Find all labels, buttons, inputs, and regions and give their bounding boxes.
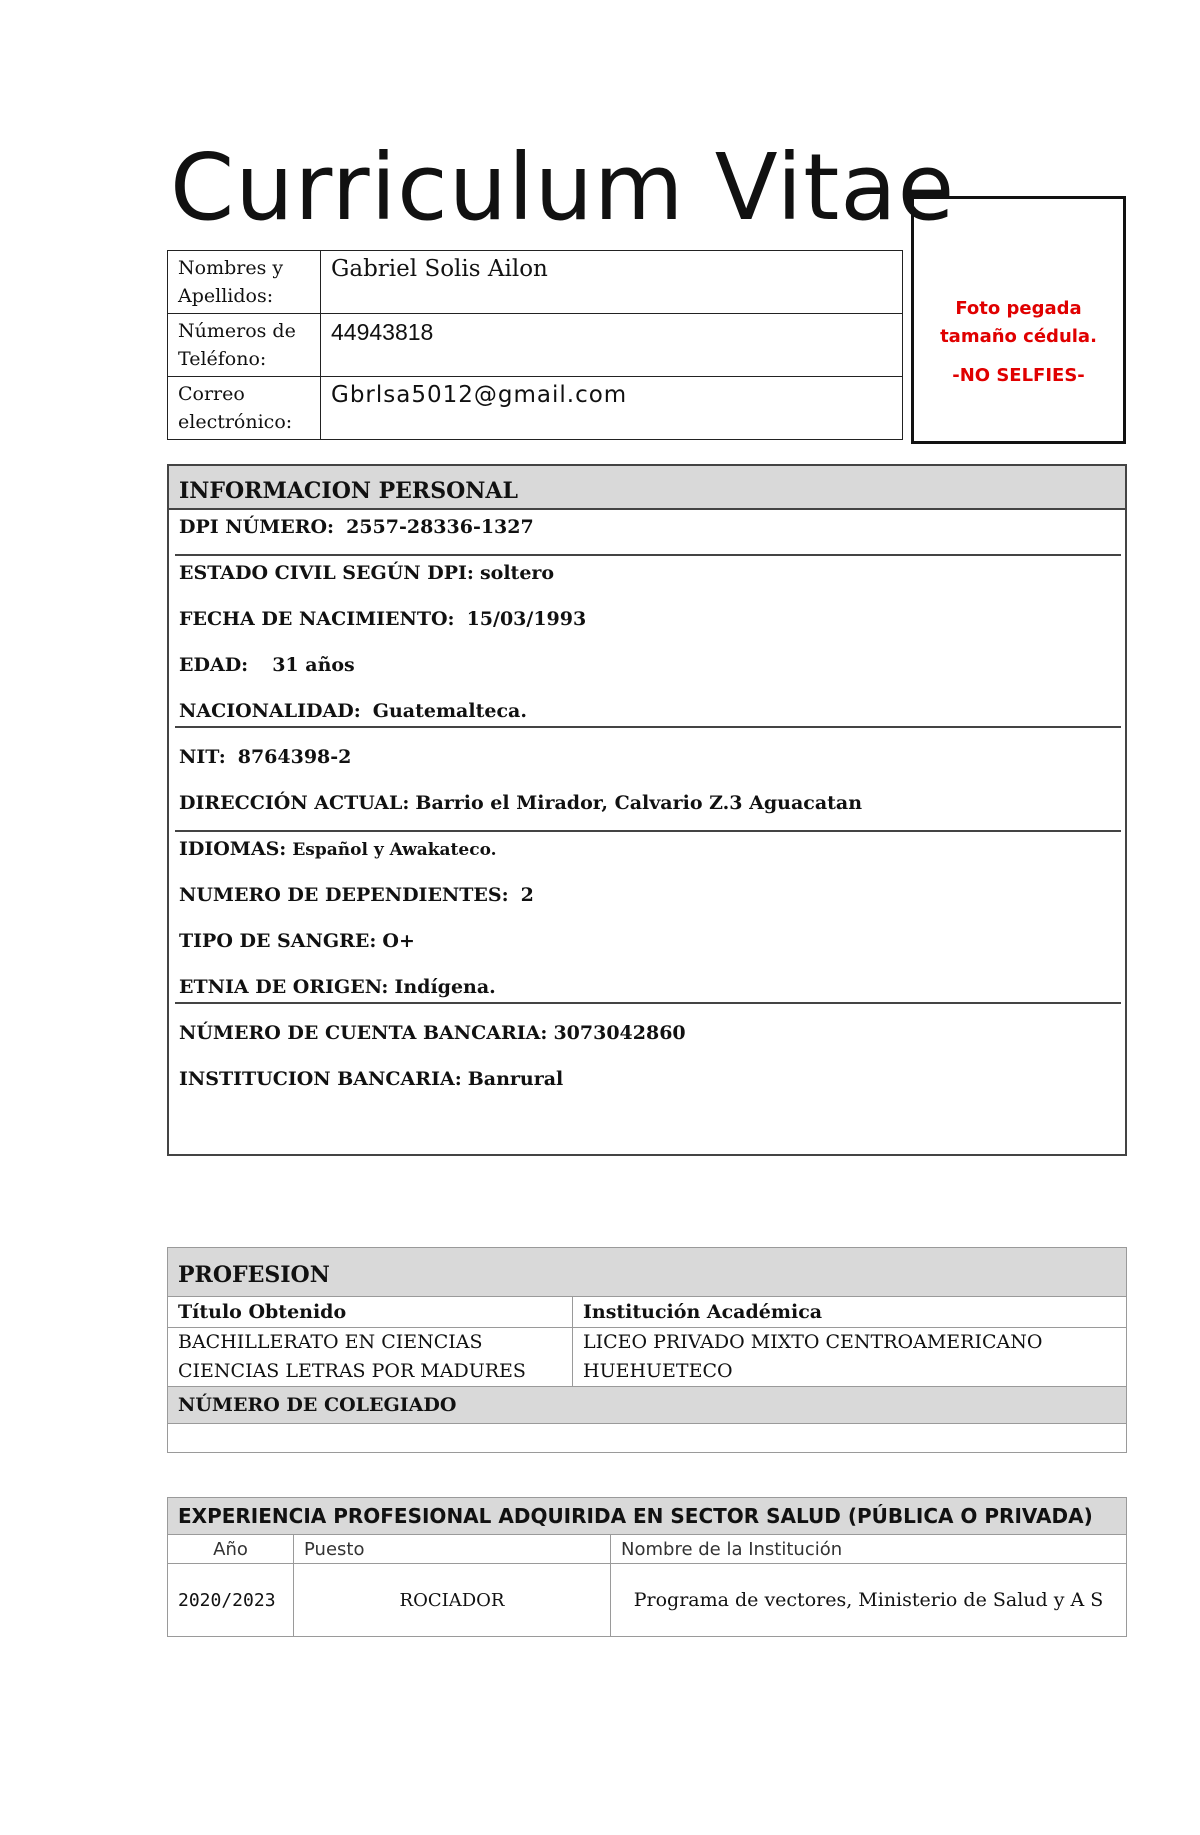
info-label: NUMERO DE DEPENDIENTES: [179,884,509,906]
info-row-dpi [179,516,534,538]
institution-cell: Programa de vectores, Ministerio de Salud y A S [611,1564,1127,1637]
info-row-blood [179,930,415,952]
colegiado-header-row [168,1387,1127,1424]
col-year-header: Año [168,1535,294,1564]
experience-row [168,1564,1127,1637]
info-row-account [179,1022,686,1044]
info-value: Español y Awakateco. [292,840,497,860]
experience-header: EXPERIENCIA PROFESIONAL ADQUIRIDA EN SECTOR SALUD (PÚBLICA O PRIVADA) [168,1498,1127,1535]
email-value: Gbrlsa5012@gmail.com [321,377,903,440]
profession-columns [168,1297,1127,1328]
year-cell: 2020/2023 [168,1564,294,1637]
photo-no-selfies: -NO SELFIES- [952,365,1085,386]
col-post-header: Puesto [294,1535,611,1564]
info-row-ethnicity [179,976,496,998]
experience-header-row [168,1498,1127,1535]
info-value: 15/03/1993 [466,608,587,630]
institution-line: HUEHUETECO [583,1360,733,1382]
profession-data-row [168,1328,1127,1387]
info-value: 2557-28336-1327 [346,516,534,538]
personal-info-header: INFORMACION PERSONAL [169,466,1125,510]
info-label: ETNIA DE ORIGEN: [179,976,389,998]
personal-info-section [167,464,1127,1156]
info-label: INSTITUCION BANCARIA: [179,1068,462,1090]
divider [175,554,1121,556]
phone-label: Números de Teléfono: [168,314,321,377]
info-value: 8764398-2 [237,746,352,768]
info-label: TIPO DE SANGRE: [179,930,377,952]
photo-placeholder [911,196,1126,444]
name-value: Gabriel Solis Ailon [321,251,903,314]
info-row-bank [179,1068,563,1090]
institution-cell [573,1328,1127,1387]
phone-value: 44943818 [321,314,903,377]
info-value: Banrural [467,1068,564,1090]
info-label: ESTADO CIVIL SEGÚN DPI: [179,562,474,584]
col-institution-header: Nombre de la Institución [611,1535,1127,1564]
degree-line: BACHILLERATO EN CIENCIAS [178,1331,483,1353]
col-institution-header: Institución Académica [573,1297,1127,1328]
info-row-dependents [179,884,534,906]
info-value: Barrio el Mirador, Calvario Z.3 Aguacatan [415,792,863,814]
info-value: 3073042860 [553,1022,686,1044]
info-label: EDAD: [179,654,249,676]
divider [175,726,1121,728]
info-label: NACIONALIDAD: [179,700,361,722]
info-value: soltero [479,562,555,584]
page-title: Curriculum Vitae [170,134,956,241]
info-row-birth [179,608,586,630]
name-label: Nombres y Apellidos: [168,251,321,314]
colegiado-value-row [168,1424,1127,1453]
info-row-address [179,792,862,814]
degree-cell [168,1328,573,1387]
info-row-languages [179,838,497,860]
photo-instruction: Foto pegada tamaño cédula. [940,298,1097,347]
info-label: NIT: [179,746,226,768]
experience-table [167,1497,1127,1637]
colegiado-value [168,1424,1127,1453]
profession-table [167,1247,1127,1453]
col-title-header: Título Obtenido [168,1297,573,1328]
info-label: FECHA DE NACIMIENTO: [179,608,455,630]
contact-table [167,250,903,440]
email-label: Correo electrónico: [168,377,321,440]
info-label: DPI NÚMERO: [179,516,335,538]
info-row-age [179,654,355,676]
colegiado-header: NÚMERO DE COLEGIADO [168,1387,1127,1424]
profession-header: PROFESION [168,1248,1127,1297]
info-row-nit [179,746,351,768]
contact-row-email [168,377,903,440]
info-value: Guatemalteca. [372,700,527,722]
divider [175,1002,1121,1004]
contact-row-phone [168,314,903,377]
profession-header-row [168,1248,1127,1297]
info-label: IDIOMAS: [179,838,287,860]
info-value: 2 [520,884,534,906]
divider [175,830,1121,832]
experience-columns [168,1535,1127,1564]
info-value: Indígena. [394,976,496,998]
institution-line: LICEO PRIVADO MIXTO CENTROAMERICANO [583,1331,1043,1353]
info-label: DIRECCIÓN ACTUAL: [179,792,410,814]
contact-row-name [168,251,903,314]
info-value: 31 años [272,654,355,676]
degree-line: CIENCIAS LETRAS POR MADURES [178,1360,526,1382]
info-label: NÚMERO DE CUENTA BANCARIA: [179,1022,548,1044]
post-cell: ROCIADOR [294,1564,611,1637]
info-row-civil [179,562,554,584]
info-row-nationality [179,700,527,722]
info-value: O+ [382,930,415,952]
